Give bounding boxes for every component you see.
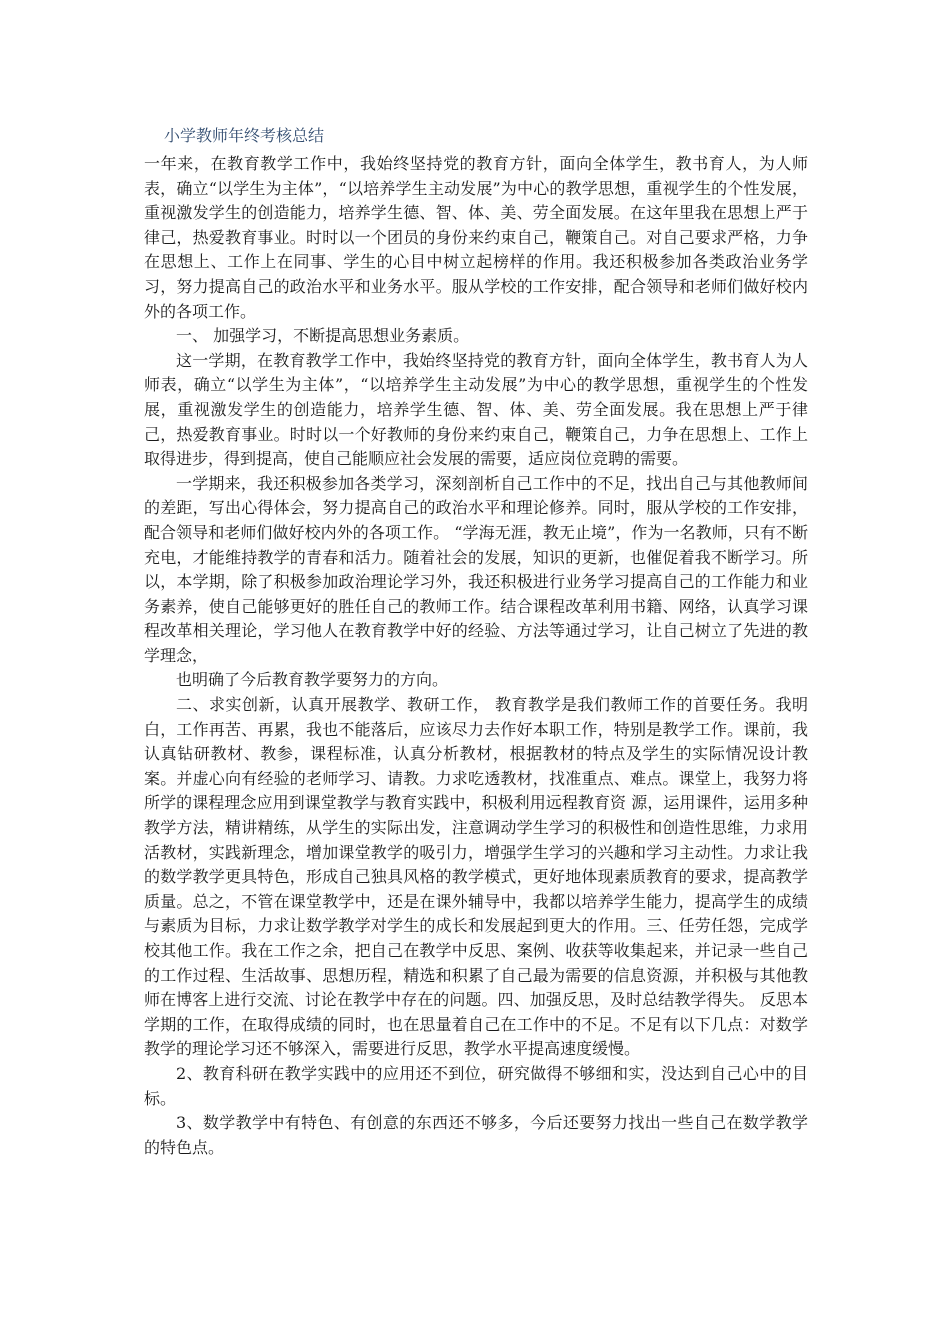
paragraph-direction: 也明确了今后教育教学要努力的方向。 <box>176 670 449 690</box>
paragraph-teaching: 二、求实创新，认真开展教学、教研工作， 教育教学是我们教师工作的首要任务。我明白，工作再苦、再累，我也不能落后，应该尽力去作好本职工作，特别是教学工作。课前，我认真钻研教材、教参，课程标准，认真分析教材，根据教材的特点及学生的实际情况设计教案。并虚心向有经验的老师学习、请教。力求吃透教材，找准重点、难点。课堂上，我努力将所学的课程理念应用到课堂教学与教育实践中，积极利用远程教育资 源，运用课件，运用多种教学方法，精讲精练，从学生的实际出发，注意调动学生学习的积极性和创造性思维，力求用活教材，实践新理念，增加课堂教学的吸引力，增强学生学习的兴趣和学习主动性。力求让我的数学教学更具特色，形成自己独具风格的教学模式，更好地体现素质教育的要求，提高教学质量。总之，不管在课堂教学中，还是在课外辅导中，我都以培养学生能力，提高学生的成绩与素质为目标，力求让数学教学对学生的成长和发展起到更大的作用。三、任劳任怨，完成学校其他工作。我在工作之余，把自己在教学中反思、案例、收获等收集起来，并记录一些自己的工作过程、生活故事、思想历程，精选和积累了自己最为需要的信息资源，并积极与其他教师在博客上进行交流、讨论在教学中存在的问题。四、加强反思，及时总结教学得失。 反思本学期的工作，在取得成绩的同时，也在思量着自己在工作中的不足。不足有以下几点：对数学教学的理论学习还不够深入，需要进行反思，教学水平提高速度缓慢。 <box>144 695 808 1059</box>
section-heading-1: 一、 加强学习，不断提高思想业务素质。 <box>176 326 470 346</box>
paragraph-research-item: 2、教育科研在教学实践中的应用还不到位，研究做得不够细和实，没达到自己心中的目标。 <box>144 1063 808 1108</box>
paragraph-feature-item: 3、数学教学中有特色、有创意的东西还不够多，今后还要努力找出一些自己在数学教学的特色点。 <box>144 1113 808 1157</box>
paragraph-study: 一学期来，我还积极参加各类学习，深刻剖析自己工作中的不足，找出自己与其他教师间的差距，写出心得体会，努力提高自己的政治水平和理论修养。同时，服从学校的工作安排，配合领导和老师们做好校内外的各项工作。 “学海无涯，教无止境”，作为一名教师，只有不断充电，才能维持教学的青春和活力。随着社会的发展，知识的更新，也催促着我不断学习。所以，本学期，除了积极参加政治理论学习外，我还积极进行业务学习提高自己的工作能力和业务素养，使自己能够更好的胜任自己的教师工作。结合课程改革利用书籍、网络，认真学习课程改革相关理论，学习他人在教育教学中好的经验、方法等通过学习，让自己树立了先进的教学理念， <box>144 473 808 665</box>
document-title: 小学教师年终考核总结 <box>164 126 325 145</box>
document-page <box>144 120 808 1160</box>
paragraph-intro: 一年来，在教育教学工作中，我始终坚持党的教育方针，面向全体学生，教书育人，为人师表，确立“以学生为主体”，“以培养学生主动发展”为中心的教学思想，重视学生的个性发展，重视激发学生的创造能力，培养学生德、智、体、美、劳全面发展。在这年里我在思想上严于律己，热爱教育事业。时时以一个团员的身份来约束自己，鞭策自己。对自己要求严格，力争在思想上、工作上在同事、学生的心目中树立起榜样的作用。我还积极参加各类政治业务学习，努力提高自己的政治水平和业务水平。服从学校的工作安排，配合领导和老师们做好校内外的各项工作。 <box>144 154 808 321</box>
paragraph-semester: 这一学期，在教育教学工作中，我始终坚持党的教育方针，面向全体学生，教书育人为人师表，确立“以学生为主体”，“以培养学生主动发展”为中心的教学思想，重视学生的个性发展，重视激发学生的创造能力，培养学生德、智、体、美、劳全面发展。我在思想上严于律己，热爱教育事业。时时以一个好教师的身份来约束自己，鞭策自己，力争在思想上、工作上取得进步，得到提高，使自己能顺应社会发展的需要，适应岗位竞聘的需要。 <box>144 350 808 469</box>
